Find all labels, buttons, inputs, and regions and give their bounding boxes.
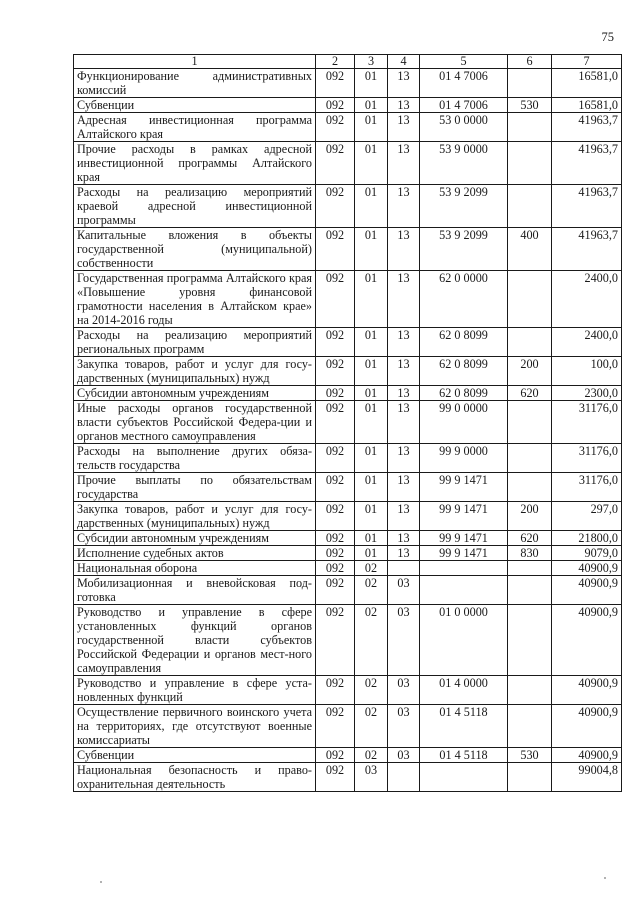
cell-sum: 297,0 xyxy=(552,502,622,531)
cell-sum: 41963,7 xyxy=(552,185,622,228)
table-row xyxy=(74,605,622,676)
cell-ved: 092 xyxy=(316,386,355,401)
cell-ved: 092 xyxy=(316,561,355,576)
table-row xyxy=(74,271,622,328)
cell-ved: 092 xyxy=(316,98,355,113)
cell-sum: 16581,0 xyxy=(552,98,622,113)
cell-name: Иные расходы органов государственной власти субъектов Российской Федера-ции и органов местного самоуправления xyxy=(74,401,316,444)
cell-razdel: 02 xyxy=(355,605,388,676)
cell-sum: 2400,0 xyxy=(552,271,622,328)
cell-sum: 9079,0 xyxy=(552,546,622,561)
cell-vr xyxy=(508,763,552,792)
cell-name: Руководство и управление в сфере уста-новленных функций xyxy=(74,676,316,705)
cell-sum: 40900,9 xyxy=(552,705,622,748)
cell-csr: 01 4 7006 xyxy=(420,69,508,98)
cell-podrazdel: 13 xyxy=(388,401,420,444)
cell-sum: 41963,7 xyxy=(552,142,622,185)
page-number: 75 xyxy=(601,30,614,44)
cell-sum: 40900,9 xyxy=(552,576,622,605)
cell-podrazdel: 13 xyxy=(388,98,420,113)
cell-podrazdel: 13 xyxy=(388,142,420,185)
cell-vr xyxy=(508,576,552,605)
cell-razdel: 02 xyxy=(355,561,388,576)
cell-sum: 16581,0 xyxy=(552,69,622,98)
cell-name: Осуществление первичного воинского учета на территориях, где отсутствуют военные комиссариаты xyxy=(74,705,316,748)
table-row xyxy=(74,473,622,502)
cell-csr xyxy=(420,576,508,605)
cell-razdel: 01 xyxy=(355,386,388,401)
cell-sum: 31176,0 xyxy=(552,473,622,502)
table-row xyxy=(74,531,622,546)
cell-podrazdel: 13 xyxy=(388,69,420,98)
cell-ved: 092 xyxy=(316,444,355,473)
table-body xyxy=(74,69,622,792)
cell-vr xyxy=(508,328,552,357)
cell-name: Субсидии автономным учреждениям xyxy=(74,386,316,401)
table-row xyxy=(74,576,622,605)
cell-vr xyxy=(508,142,552,185)
cell-razdel: 01 xyxy=(355,401,388,444)
cell-razdel: 01 xyxy=(355,228,388,271)
cell-vr xyxy=(508,271,552,328)
cell-name: Расходы на реализацию мероприятий краевой адресной инвестиционной программы xyxy=(74,185,316,228)
cell-vr xyxy=(508,185,552,228)
cell-ved: 092 xyxy=(316,705,355,748)
cell-ved: 092 xyxy=(316,69,355,98)
cell-name: Закупка товаров, работ и услуг для госу-дарственных (муниципальных) нужд xyxy=(74,502,316,531)
cell-name: Государственная программа Алтайского края «Повышение уровня финансовой грамотности населения в Алтайском крае» на 2014-2016 годы xyxy=(74,271,316,328)
table-row xyxy=(74,401,622,444)
cell-ved: 092 xyxy=(316,576,355,605)
cell-podrazdel: 13 xyxy=(388,386,420,401)
cell-vr xyxy=(508,561,552,576)
cell-csr: 99 9 1471 xyxy=(420,502,508,531)
cell-ved: 092 xyxy=(316,605,355,676)
cell-vr xyxy=(508,401,552,444)
cell-sum: 100,0 xyxy=(552,357,622,386)
cell-podrazdel: 03 xyxy=(388,705,420,748)
cell-podrazdel: 13 xyxy=(388,357,420,386)
cell-vr: 200 xyxy=(508,502,552,531)
cell-razdel: 03 xyxy=(355,763,388,792)
header-col-6: 6 xyxy=(508,55,552,69)
cell-name: Руководство и управление в сфере установленных функций органов государственной власти субъектов Российской Федерации и органов мест-ного самоуправления xyxy=(74,605,316,676)
cell-ved: 092 xyxy=(316,271,355,328)
cell-csr: 99 9 1471 xyxy=(420,473,508,502)
cell-razdel: 02 xyxy=(355,676,388,705)
cell-name: Национальная оборона xyxy=(74,561,316,576)
cell-csr: 99 9 1471 xyxy=(420,546,508,561)
budget-table xyxy=(73,54,622,792)
cell-razdel: 01 xyxy=(355,546,388,561)
cell-csr xyxy=(420,763,508,792)
cell-razdel: 01 xyxy=(355,357,388,386)
cell-name: Функционирование административных комиссий xyxy=(74,69,316,98)
cell-podrazdel: 13 xyxy=(388,546,420,561)
cell-name: Расходы на выполнение других обяза-тельств государства xyxy=(74,444,316,473)
cell-vr xyxy=(508,473,552,502)
table-row xyxy=(74,113,622,142)
table-row xyxy=(74,676,622,705)
cell-razdel: 01 xyxy=(355,473,388,502)
cell-csr: 01 0 0000 xyxy=(420,605,508,676)
cell-csr: 53 9 2099 xyxy=(420,228,508,271)
cell-podrazdel: 13 xyxy=(388,502,420,531)
cell-csr: 99 9 0000 xyxy=(420,444,508,473)
cell-podrazdel: 13 xyxy=(388,271,420,328)
table-row xyxy=(74,561,622,576)
cell-name: Исполнение судебных актов xyxy=(74,546,316,561)
cell-vr xyxy=(508,113,552,142)
header-col-2: 2 xyxy=(316,55,355,69)
cell-vr: 830 xyxy=(508,546,552,561)
header-col-1: 1 xyxy=(74,55,316,69)
header-col-3: 3 xyxy=(355,55,388,69)
table-row xyxy=(74,185,622,228)
cell-razdel: 01 xyxy=(355,444,388,473)
cell-ved: 092 xyxy=(316,502,355,531)
header-col-7: 7 xyxy=(552,55,622,69)
cell-sum: 40900,9 xyxy=(552,605,622,676)
cell-razdel: 01 xyxy=(355,98,388,113)
cell-vr xyxy=(508,676,552,705)
table-header-row xyxy=(74,55,622,69)
header-col-4: 4 xyxy=(388,55,420,69)
scan-speck xyxy=(604,877,606,879)
cell-csr: 53 9 2099 xyxy=(420,185,508,228)
cell-ved: 092 xyxy=(316,531,355,546)
cell-podrazdel xyxy=(388,561,420,576)
cell-name: Субвенции xyxy=(74,98,316,113)
cell-sum: 41963,7 xyxy=(552,228,622,271)
cell-name: Адресная инвестиционная программа Алтайского края xyxy=(74,113,316,142)
cell-sum: 31176,0 xyxy=(552,444,622,473)
cell-csr: 99 0 0000 xyxy=(420,401,508,444)
table-row xyxy=(74,386,622,401)
cell-csr: 53 9 0000 xyxy=(420,142,508,185)
cell-razdel: 02 xyxy=(355,576,388,605)
cell-vr xyxy=(508,605,552,676)
cell-razdel: 01 xyxy=(355,502,388,531)
cell-ved: 092 xyxy=(316,357,355,386)
cell-razdel: 02 xyxy=(355,748,388,763)
cell-vr: 530 xyxy=(508,748,552,763)
cell-name: Капитальные вложения в объекты государственной (муниципальной) собственности xyxy=(74,228,316,271)
cell-csr: 01 4 5118 xyxy=(420,705,508,748)
cell-sum: 2300,0 xyxy=(552,386,622,401)
cell-razdel: 01 xyxy=(355,185,388,228)
cell-podrazdel: 13 xyxy=(388,113,420,142)
cell-razdel: 02 xyxy=(355,705,388,748)
cell-razdel: 01 xyxy=(355,531,388,546)
cell-ved: 092 xyxy=(316,228,355,271)
cell-podrazdel xyxy=(388,763,420,792)
cell-podrazdel: 03 xyxy=(388,676,420,705)
table-row xyxy=(74,142,622,185)
cell-csr: 01 4 7006 xyxy=(420,98,508,113)
cell-razdel: 01 xyxy=(355,328,388,357)
cell-razdel: 01 xyxy=(355,142,388,185)
table-row xyxy=(74,69,622,98)
cell-razdel: 01 xyxy=(355,271,388,328)
cell-vr: 400 xyxy=(508,228,552,271)
cell-podrazdel: 13 xyxy=(388,473,420,502)
cell-csr xyxy=(420,561,508,576)
cell-podrazdel: 13 xyxy=(388,531,420,546)
table-row xyxy=(74,546,622,561)
table-row xyxy=(74,705,622,748)
cell-podrazdel: 13 xyxy=(388,185,420,228)
cell-ved: 092 xyxy=(316,763,355,792)
table-row xyxy=(74,502,622,531)
cell-sum: 40900,9 xyxy=(552,676,622,705)
cell-podrazdel: 13 xyxy=(388,228,420,271)
cell-ved: 092 xyxy=(316,676,355,705)
table-row xyxy=(74,228,622,271)
cell-name: Расходы на реализацию мероприятий региональных программ xyxy=(74,328,316,357)
cell-name: Субвенции xyxy=(74,748,316,763)
cell-sum: 2400,0 xyxy=(552,328,622,357)
cell-sum: 21800,0 xyxy=(552,531,622,546)
cell-ved: 092 xyxy=(316,142,355,185)
cell-podrazdel: 13 xyxy=(388,328,420,357)
cell-vr xyxy=(508,444,552,473)
cell-podrazdel: 03 xyxy=(388,748,420,763)
cell-ved: 092 xyxy=(316,748,355,763)
cell-name: Закупка товаров, работ и услуг для госу-дарственных (муниципальных) нужд xyxy=(74,357,316,386)
cell-vr: 530 xyxy=(508,98,552,113)
table-row xyxy=(74,357,622,386)
cell-vr: 620 xyxy=(508,386,552,401)
cell-csr: 01 4 0000 xyxy=(420,676,508,705)
cell-podrazdel: 03 xyxy=(388,576,420,605)
cell-ved: 092 xyxy=(316,113,355,142)
cell-name: Прочие выплаты по обязательствам государства xyxy=(74,473,316,502)
cell-csr: 99 9 1471 xyxy=(420,531,508,546)
table-row xyxy=(74,763,622,792)
table-row xyxy=(74,748,622,763)
cell-csr: 62 0 8099 xyxy=(420,328,508,357)
table-row xyxy=(74,98,622,113)
cell-sum: 40900,9 xyxy=(552,748,622,763)
cell-csr: 62 0 0000 xyxy=(420,271,508,328)
cell-ved: 092 xyxy=(316,546,355,561)
cell-name: Субсидии автономным учреждениям xyxy=(74,531,316,546)
cell-ved: 092 xyxy=(316,473,355,502)
cell-csr: 62 0 8099 xyxy=(420,386,508,401)
cell-podrazdel: 03 xyxy=(388,605,420,676)
scan-speck xyxy=(100,881,102,883)
cell-razdel: 01 xyxy=(355,113,388,142)
cell-sum: 41963,7 xyxy=(552,113,622,142)
cell-csr: 01 4 5118 xyxy=(420,748,508,763)
cell-vr xyxy=(508,705,552,748)
cell-sum: 99004,8 xyxy=(552,763,622,792)
cell-vr xyxy=(508,69,552,98)
cell-razdel: 01 xyxy=(355,69,388,98)
cell-name: Мобилизационная и вневойсковая под-готовка xyxy=(74,576,316,605)
cell-ved: 092 xyxy=(316,185,355,228)
cell-vr: 200 xyxy=(508,357,552,386)
cell-csr: 62 0 8099 xyxy=(420,357,508,386)
cell-name: Прочие расходы в рамках адресной инвестиционной программы Алтайского края xyxy=(74,142,316,185)
cell-name: Национальная безопасность и право-охранительная деятельность xyxy=(74,763,316,792)
cell-vr: 620 xyxy=(508,531,552,546)
cell-sum: 40900,9 xyxy=(552,561,622,576)
cell-sum: 31176,0 xyxy=(552,401,622,444)
cell-ved: 092 xyxy=(316,328,355,357)
table-row xyxy=(74,444,622,473)
cell-ved: 092 xyxy=(316,401,355,444)
table-row xyxy=(74,328,622,357)
cell-podrazdel: 13 xyxy=(388,444,420,473)
cell-csr: 53 0 0000 xyxy=(420,113,508,142)
header-col-5: 5 xyxy=(420,55,508,69)
